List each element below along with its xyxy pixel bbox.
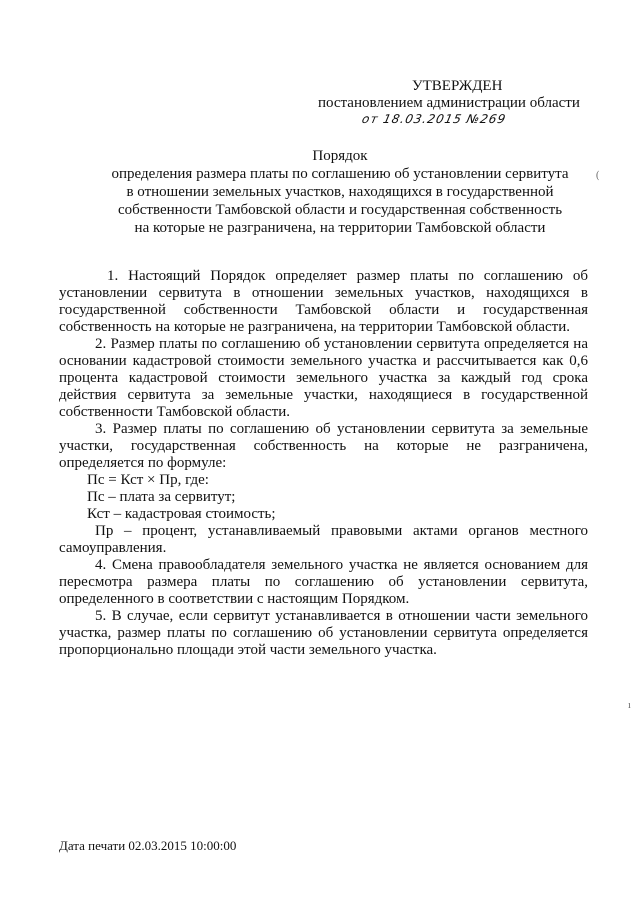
- scan-mark: ı: [628, 700, 631, 711]
- heading-title: Порядок: [312, 148, 368, 164]
- heading-line-2: в отношении земельных участков, находящихся в государственной: [126, 184, 554, 200]
- heading-line-4: на которые не разграничена, на территории Тамбовской области: [134, 220, 546, 236]
- formula: Пс = Кст × Пр, где:: [87, 472, 209, 488]
- paragraph-3: 3. Размер платы по соглашению об установлении сервитута за земельные участки, государственная собственность на которые не разграничена, определяется по формуле:: [59, 421, 588, 471]
- paragraph-2: 2. Размер платы по соглашению об установлении сервитута определяется на основании кадастровой стоимости земельного участка и рассчитывается как 0,6 процента кадастровой стоимости земельного участка за каждый год срока действия сервитута за земельные участки, находящиеся в государственной собственности Тамбовской области.: [59, 336, 588, 420]
- paragraph-4: 4. Смена правообладателя земельного участка не является основанием для пересмотра размера платы по соглашению об установлении сервитута, определенного в соответствии с настоящим Порядком.: [59, 557, 588, 607]
- paragraph-5: 5. В случае, если сервитут устанавливается в отношении части земельного участка, размер платы по соглашению об установлении сервитута определяется пропорционально площади этой части земельного участка.: [59, 608, 588, 658]
- heading-line-3: собственности Тамбовской области и государственная собственность: [117, 202, 563, 218]
- scan-mark: (: [596, 170, 600, 181]
- approval-block: [318, 78, 598, 127]
- approval-by: постановлением администрации области: [318, 95, 580, 111]
- heading-line-1: определения размера платы по соглашению об установлении сервитута: [111, 166, 569, 182]
- approval-title: УТВЕРЖДЕН: [412, 78, 503, 94]
- definition-kst: Кст – кадастровая стоимость;: [87, 506, 276, 522]
- print-date: Дата печати 02.03.2015 10:00:00: [59, 838, 237, 853]
- definition-ps: Пс – плата за сервитут;: [87, 489, 236, 505]
- definition-pr: Пр – процент, устанавливаемый правовыми актами органов местного самоуправления.: [59, 523, 588, 556]
- document-heading: [60, 147, 620, 237]
- handwritten-date-number: от 18.03.2015 №269: [360, 112, 508, 126]
- paragraph-1: 1. Настоящий Порядок определяет размер платы по соглашению об установлении сервитута в отношении земельных участков, находящихся в государственной собственности Тамбовской области и государственная собственность на которые не разграничена, на территории Тамбовской области.: [59, 268, 588, 335]
- document-body: [59, 268, 588, 659]
